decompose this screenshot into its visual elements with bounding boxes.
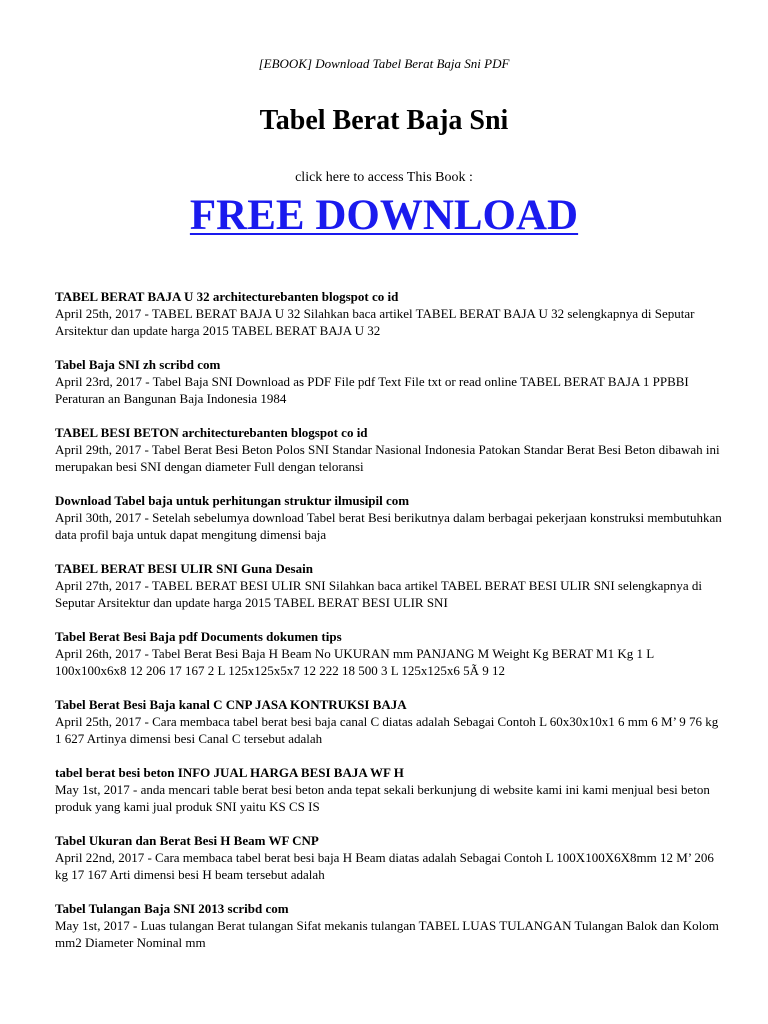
entry-title: Tabel Berat Besi Baja kanal C CNP JASA KONTRUKSI BAJA bbox=[55, 697, 407, 712]
free-download-link[interactable]: FREE DOWNLOAD bbox=[189, 192, 579, 239]
entry-body: May 1st, 2017 - Luas tulangan Berat tulangan Sifat mekanis tulangan TABEL LUAS TULANGAN Tulangan Balok dan Kolom mm2 Diameter Nominal mm bbox=[55, 918, 719, 950]
page-title: Tabel Berat Baja Sni bbox=[259, 105, 509, 136]
entry-title: tabel berat besi beton INFO JUAL HARGA BESI BAJA WF H bbox=[55, 765, 404, 780]
list-item bbox=[55, 628, 725, 679]
entry-body: April 25th, 2017 - TABEL BERAT BAJA U 32 Silahkan baca artikel TABEL BERAT BAJA U 32 selengkapnya di Seputar Arsitektur dan update harga 2015 TABEL BERAT BAJA U 32 bbox=[55, 306, 695, 338]
entry-body: May 1st, 2017 - anda mencari table berat besi beton anda tepat sekali berkunjung di website kami ini kami menjual besi beton produk yang kami jual produk SNI yaitu KS CS IS bbox=[55, 782, 710, 814]
entry-title: TABEL BERAT BAJA U 32 architecturebanten blogspot co id bbox=[55, 289, 399, 304]
list-item bbox=[55, 696, 725, 747]
list-item bbox=[55, 492, 725, 543]
access-text: click here to access This Book : bbox=[295, 170, 473, 185]
entry-list bbox=[55, 288, 725, 968]
entry-title: Tabel Tulangan Baja SNI 2013 scribd com bbox=[55, 901, 289, 916]
entry-body: April 22nd, 2017 - Cara membaca tabel berat besi baja H Beam diatas adalah Sebagai Contoh L 100X100X6X8mm 12 M’ 206 kg 17 167 Arti dimensi besi H beam tersebut adalah bbox=[55, 850, 714, 882]
list-item bbox=[55, 900, 725, 951]
document-header: [EBOOK] Download Tabel Berat Baja Sni PDF bbox=[258, 56, 510, 71]
entry-title: Download Tabel baja untuk perhitungan struktur ilmusipil com bbox=[55, 493, 410, 508]
entry-body: April 25th, 2017 - Cara membaca tabel berat besi baja canal C diatas adalah Sebagai Contoh L 60x30x10x1 6 mm 6 M’ 9 76 kg 1 627 Artinya dimensi besi Canal C tersebut adalah bbox=[55, 714, 719, 746]
entry-body: April 30th, 2017 - Setelah sebelumya download Tabel berat Besi berikutnya dalam berbagai pekerjaan konstruksi membutuhkan data profil baja untuk dapat mengitung dimensi baja bbox=[55, 510, 722, 542]
list-item bbox=[55, 424, 725, 475]
list-item bbox=[55, 288, 725, 339]
list-item bbox=[55, 832, 725, 883]
entry-title: TABEL BESI BETON architecturebanten blogspot co id bbox=[55, 425, 368, 440]
entry-title: TABEL BERAT BESI ULIR SNI Guna Desain bbox=[55, 561, 313, 576]
entry-title: Tabel Ukuran dan Berat Besi H Beam WF CNP bbox=[55, 833, 319, 848]
entry-title: Tabel Baja SNI zh scribd com bbox=[55, 357, 221, 372]
entry-body: April 27th, 2017 - TABEL BERAT BESI ULIR SNI Silahkan baca artikel TABEL BERAT BESI ULIR SNI selengkapnya di Seputar Arsitektur dan update harga 2015 TABEL BERAT BESI ULIR SNI bbox=[55, 578, 703, 610]
entry-body: April 26th, 2017 - Tabel Berat Besi Baja H Beam No UKURAN mm PANJANG M Weight Kg BERAT M1 Kg 1 L 100x100x6x8 12 206 17 167 2 L 125x125x5x7 12 222 18 500 3 L 125x125x6 5Ã 9 12 bbox=[55, 646, 654, 678]
list-item bbox=[55, 560, 725, 611]
list-item bbox=[55, 356, 725, 407]
entry-body: April 23rd, 2017 - Tabel Baja SNI Download as PDF File pdf Text File txt or read online TABEL BERAT BAJA 1 PPBBI Peraturan an Bangunan Baja Indonesia 1984 bbox=[55, 374, 689, 406]
entry-body: April 29th, 2017 - Tabel Berat Besi Beton Polos SNI Standar Nasional Indonesia Patokan Standar Berat Besi Beton dibawah ini merupakan besi SNI dengan diameter Full dengan teloransi bbox=[55, 442, 720, 474]
entry-title: Tabel Berat Besi Baja pdf Documents dokumen tips bbox=[55, 629, 342, 644]
list-item bbox=[55, 764, 725, 815]
